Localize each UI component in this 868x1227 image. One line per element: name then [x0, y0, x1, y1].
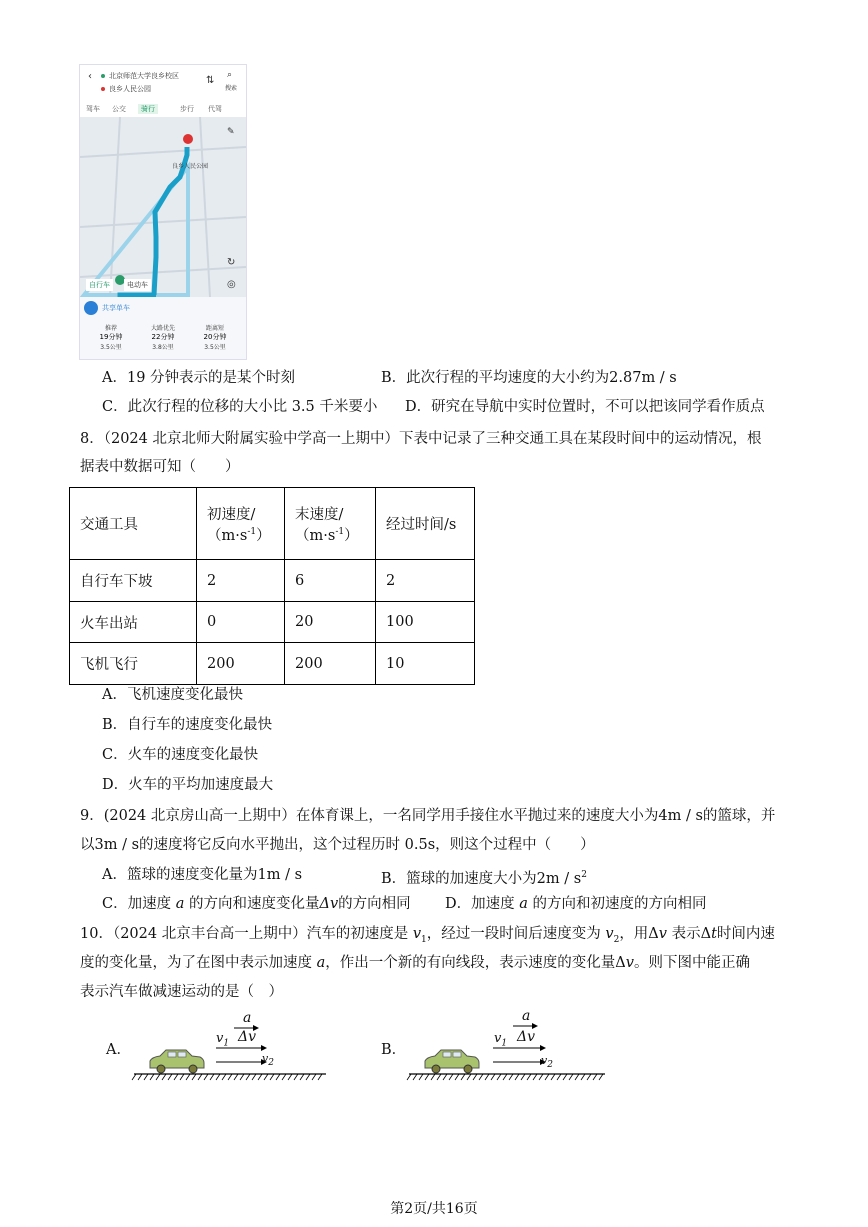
destination-pin-icon: [183, 134, 193, 144]
q7-option-c: C．此次行程的位移的大小比 3.5 千米要小: [102, 399, 378, 415]
table-row: [70, 602, 475, 643]
table-cell: 自行车下坡: [70, 560, 197, 602]
table-cell: 200: [285, 643, 376, 685]
route-option: 距离短 20分钟 3.5公里: [203, 325, 227, 351]
q8-option-b: B．自行车的速度变化最快: [102, 717, 273, 733]
route-option: 推荐 19分钟 3.5公里: [99, 325, 123, 351]
figure-b-v2-label: $v_2$: [541, 1054, 553, 1071]
figure-a-dv-label: Δv: [238, 1029, 257, 1045]
destination-text: 良乡人民公园: [109, 85, 151, 93]
motion-data-table: [69, 487, 475, 685]
promo-text: 共享单车: [102, 304, 130, 312]
q10-stem-line2: 度的变化量，为了在图中表示加速度 a，作出一个新的有向线段，表示速度的变化量Δv。则下图中能正确: [80, 955, 750, 971]
figure-b-a-label: a: [522, 1008, 531, 1024]
q10-stem-line3: 表示汽车做减速运动的是（ ）: [80, 984, 283, 1000]
figure-b-v1-label: $v_1$: [494, 1031, 508, 1049]
table-cell: 0: [197, 602, 285, 643]
q9-option-b: B．篮球的加速度大小为$2m / s^2$: [381, 870, 587, 887]
edit-icon: ✎: [227, 127, 235, 137]
ground-hatching: [407, 1074, 603, 1080]
table-header-row: [70, 488, 475, 560]
table-row: [70, 643, 475, 685]
route-option: 大路优先 22分钟 3.8公里: [150, 325, 175, 351]
header-cell: 经过时间/s: [376, 488, 475, 560]
q8-option-d: D．火车的平均加速度最大: [102, 777, 274, 793]
locate-icon: ◎: [227, 279, 236, 290]
q8-stem-line2: 据表中数据可知（ ）: [80, 459, 240, 475]
mode-tab-active: 骑行: [138, 104, 158, 114]
q7-option-a: A．19 分钟表示的是某个时刻: [102, 370, 296, 386]
figure-a-label: A．: [106, 1042, 131, 1058]
q9-stem-line2: 以3m / s的速度将它反向水平抛出，这个过程历时 0.5s，则这个过程中（ ）: [80, 837, 595, 853]
ground-hatching: [132, 1074, 322, 1080]
page-number-footer: 第2页/共16页: [390, 1201, 478, 1217]
mode-tab: 步行: [180, 105, 194, 113]
q8-stem-line1: 8．（2024 北京北师大附属实验中学高一上期中）下表中记录了三种交通工具在某段时间中的运动情况，根: [80, 431, 762, 447]
figure-a-v1-label: $v_1$: [216, 1031, 230, 1049]
ebike-tab: 电动车: [124, 279, 151, 291]
travel-mode-tabs: [80, 101, 246, 117]
swap-icon: ⇅: [206, 75, 215, 86]
q8-option-c: C．火车的速度变化最快: [102, 747, 259, 763]
table-cell: 2: [197, 560, 285, 602]
q7-option-b: B．此次行程的平均速度的大小约为2.87m / s: [381, 370, 677, 386]
origin-text: 北京师范大学良乡校区: [109, 72, 179, 80]
q7-option-b-value: 2.87m / s: [609, 370, 677, 386]
table-cell: 6: [285, 560, 376, 602]
mode-tab: 公交: [112, 105, 126, 113]
map-search-bar: [80, 65, 246, 101]
bike-share-icon: [84, 301, 98, 315]
table-cell: 200: [197, 643, 285, 685]
destination-pin-label: 良乡人民公园: [172, 163, 209, 170]
q10-stem-line1: 10．（2024 北京丰台高一上期中）汽车的初速度是 $v_1$，经过一段时间后速度变为 $v_2$，用Δv 表示Δt时间内速: [80, 926, 775, 945]
table-cell: 火车出站: [70, 602, 197, 643]
figure-b-label: B．: [381, 1042, 407, 1058]
q9-stem-line1: 9．(2024 北京房山高一上期中）在体育课上，一名同学用手接住水平抛过来的速度大小为4m / s的篮球，并: [80, 808, 776, 824]
header-cell: 交通工具: [70, 488, 197, 560]
mode-tab: 驾车: [86, 105, 100, 113]
q8-option-a: A．飞机速度变化最快: [102, 687, 243, 703]
header-cell: 末速度/ $(m\cdot s^{-1})$: [285, 488, 376, 560]
map-area: [80, 117, 246, 297]
figure-b-diagram: [405, 1008, 610, 1084]
origin-dot-icon: [101, 74, 105, 78]
route-map-svg: [80, 117, 246, 297]
table-cell: 20: [285, 602, 376, 643]
header-cell: 初速度/ $(m\cdot s^{-1})$: [197, 488, 285, 560]
car-icon: [150, 1050, 204, 1073]
q9-option-d: D．加速度 a 的方向和初速度的方向相同: [445, 896, 707, 912]
q9-option-c: C．加速度 a 的方向和速度变化量Δv的方向相同: [102, 896, 411, 912]
q7-option-d: D．研究在导航中实时位置时，不可以把该同学看作质点: [405, 399, 765, 415]
destination-dot-icon: [101, 87, 105, 91]
car-icon: [425, 1050, 479, 1073]
figure-a-v2-label: $v_2$: [262, 1052, 274, 1069]
mode-tab: 代驾: [208, 105, 222, 113]
figure-b-dv-label: Δv: [517, 1029, 536, 1045]
figure-a-diagram: [130, 1008, 330, 1084]
table-row: [70, 560, 475, 602]
search-icon: ⌕: [227, 70, 233, 80]
navigation-map-screenshot: [79, 64, 247, 360]
q9-option-a: A．篮球的速度变化量为1m / s: [102, 867, 303, 883]
refresh-icon: ↻: [227, 257, 236, 268]
bike-tab: 自行车: [86, 279, 113, 291]
back-arrow-icon: ‹: [88, 71, 92, 82]
search-label: 搜索: [225, 85, 238, 92]
table-cell: 10: [376, 643, 475, 685]
figure-a-a-label: a: [243, 1010, 252, 1026]
route-panel: [80, 281, 246, 359]
table-cell: 100: [376, 602, 475, 643]
table-cell: 2: [376, 560, 475, 602]
table-cell: 飞机飞行: [70, 643, 197, 685]
